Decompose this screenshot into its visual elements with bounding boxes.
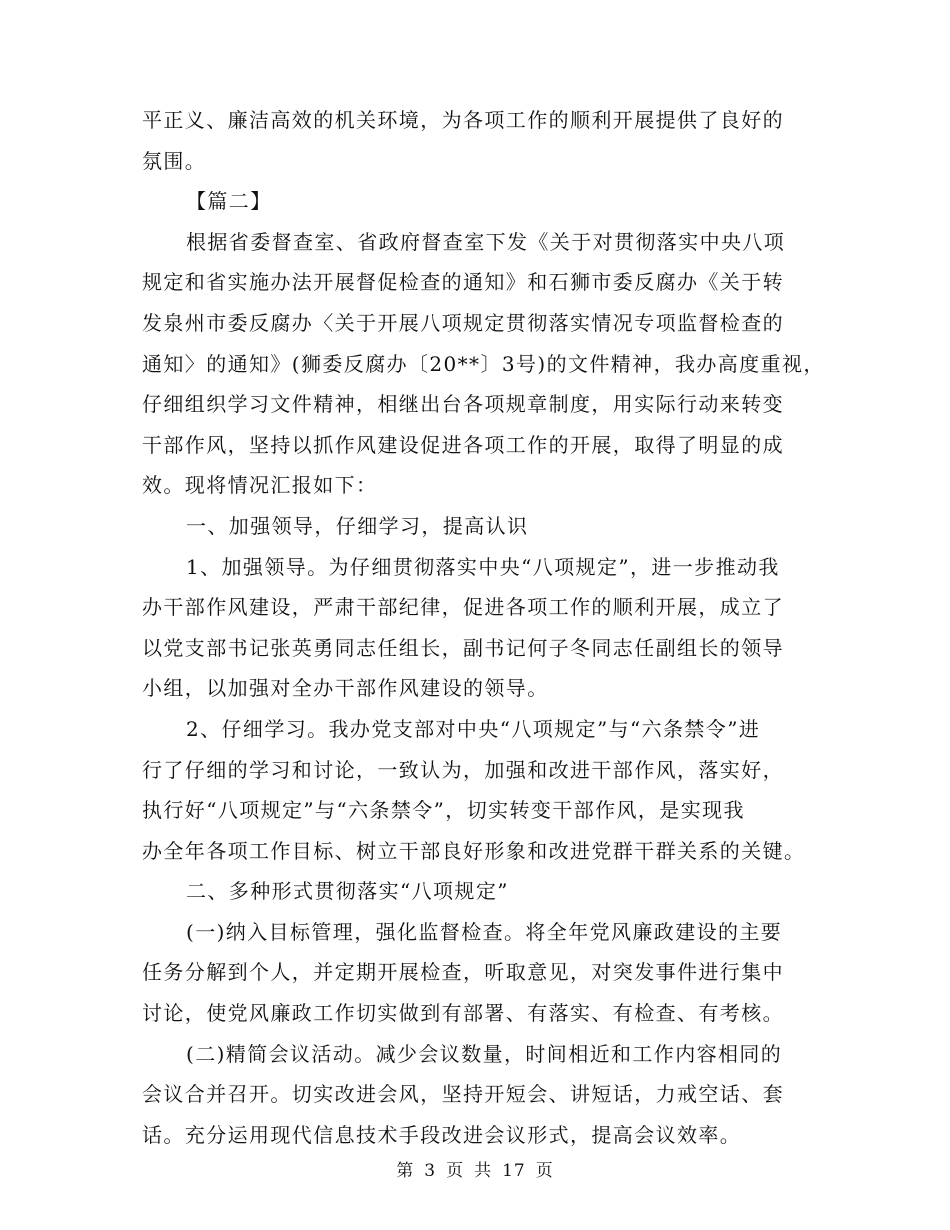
text-line: 讨论，使党风廉政工作切实做到有部署、有落实、有检查、有考核。 [142, 1001, 784, 1026]
text-line: 二、多种形式贯彻落实“八项规定” [186, 879, 509, 904]
text-line: 执行好“八项规定”与“六条禁令”，切实转变干部作风，是实现我 [142, 798, 745, 823]
text-line: 行了仔细的学习和讨论，一致认为，加强和改进干部作风，落实好， [142, 757, 784, 782]
text-line: (一)纳入目标管理，强化监督检查。将全年党风廉政建设的主要 [186, 919, 783, 944]
text-line: 氛围。 [142, 148, 207, 173]
text-line: 以党支部书记张英勇同志任组长，副书记何子冬同志任副组长的领导 [142, 635, 784, 660]
text-line: (二)精简会议活动。减少会议数量，时间相近和工作内容相同的 [186, 1041, 783, 1066]
footer-current-page: 3 [424, 1161, 437, 1181]
text-line: 2、仔细学习。我办党支部对中央“八项规定”与“六条禁令”进 [186, 716, 761, 741]
text-line: 【篇二】 [186, 189, 272, 214]
text-line: 仔细组织学习文件精神，相继出台各项规章制度，用实际行动来转变 [142, 392, 784, 417]
text-line: 办全年各项工作目标、树立干部良好形象和改进党群干群关系的关键。 [142, 838, 806, 863]
page-footer [0, 1156, 950, 1181]
text-line: 通知〉的通知》(狮委反腐办〔20**〕3号)的文件精神，我办高度重视， [142, 351, 825, 376]
text-line: 发泉州市委反腐办〈关于开展八项规定贯彻落实情况专项监督检查的 [142, 310, 784, 335]
text-line: 1、加强领导。为仔细贯彻落实中央“八项规定”，进一步推动我 [186, 554, 780, 579]
document-body [142, 100, 825, 1155]
text-line: 话。充分运用现代信息技术手段改进会议形式，提高会议效率。 [142, 1122, 742, 1147]
footer-prefix: 第 [396, 1161, 415, 1181]
text-line: 规定和省实施办法开展督促检查的通知》和石狮市委反腐办《关于转 [142, 270, 784, 295]
text-line: 效。现将情况汇报如下： [142, 473, 378, 498]
text-line: 根据省委督查室、省政府督查室下发《关于对贯彻落实中央八项 [186, 229, 786, 254]
footer-page-word: 页 [446, 1161, 465, 1181]
footer-total-word: 共 [474, 1161, 493, 1181]
text-line: 平正义、廉洁高效的机关环境，为各项工作的顺利开展提供了良好的 [142, 108, 784, 132]
text-line: 办干部作风建设，严肃干部纪律，促进各项工作的顺利开展，成立了 [142, 595, 784, 620]
footer-suffix: 页 [535, 1161, 554, 1181]
text-line: 会议合并召开。切实改进会风，坚持开短会、讲短话，力戒空话、套 [142, 1082, 784, 1107]
text-line: 任务分解到个人，并定期开展检查，听取意见，对突发事件进行集中 [142, 960, 784, 985]
text-line: 一、加强领导，仔细学习，提高认识 [186, 513, 529, 538]
text-line: 干部作风，坚持以抓作风建设促进各项工作的开展，取得了明显的成 [142, 432, 784, 457]
footer-total-pages: 17 [502, 1161, 526, 1181]
text-line: 小组，以加强对全办干部作风建设的领导。 [142, 676, 549, 701]
